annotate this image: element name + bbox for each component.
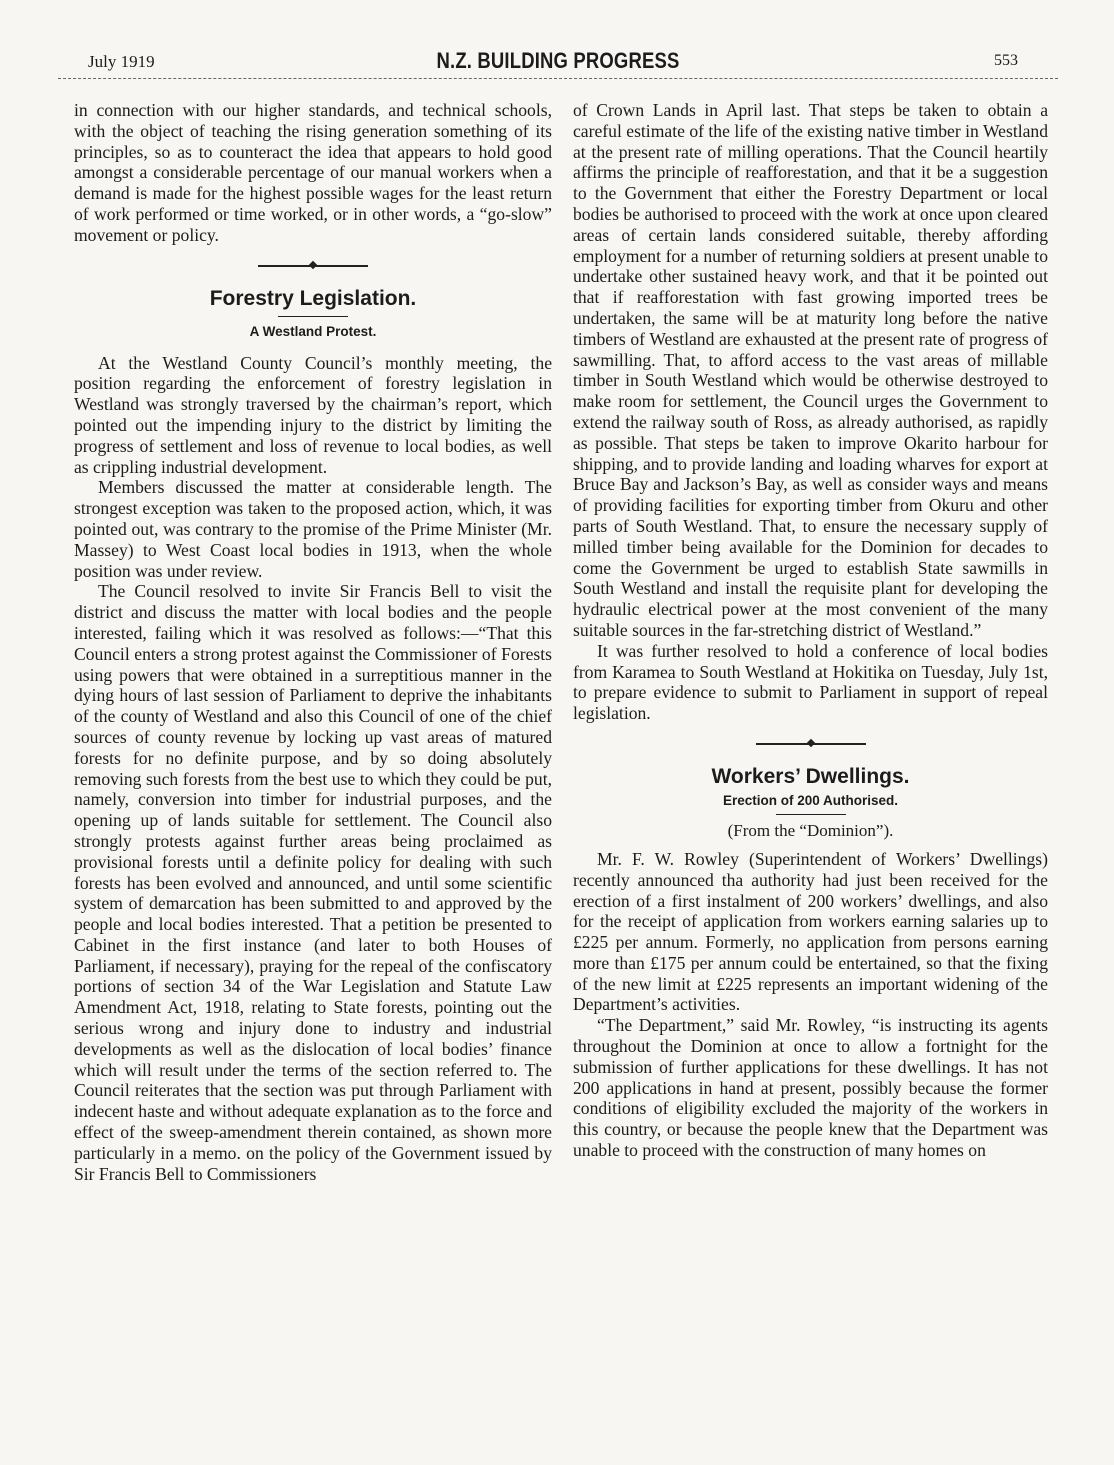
heading-rule [278,316,348,317]
workers-heading: Workers’ Dwellings. [711,764,910,788]
page-number: 553 [994,52,1018,69]
forestry-paragraph-1: At the Westland County Council’s monthly meeting, the position regarding the enforcement of forestry legislation in Westland was strongly traversed by the chairman’s report, which pointed out the impending injury to the district by limiting the progress of settlement and loss of revenue to local bodies, as well as crippling industrial development. [74,352,552,477]
workers-paragraph-2: “The Department,” said Mr. Rowley, “is instructing its agents throughout the Dominion at once to allow a fortnight for the submission of further applications for these dwellings. It has not 200 applications in hand at present, possibly because the former conditions of eligibility excluded the majority of the workers in this country, or because the people knew that the Department was unable to proceed with the construction of many homes on [573,1015,1048,1161]
heading-rule [776,814,846,815]
page-header [58,44,1058,79]
forestry-paragraph-2: Members discussed the matter at considerable length. The strongest exception was taken to the proposed action, which, it was pointed out, was contrary to the promise of the Prime Minister (Mr. Massey) to West Coast local bodies in 1913, when the whole position was under review. [74,477,552,581]
forestry-subheading: A Westland Protest. [249,323,377,339]
forestry-resolution-continued: of Crown Lands in April last. That steps be taken to obtain a careful estimate of the life of the existing native timber in Westland at the present rate of milling operations. That the Council heartily affirms the principle of reafforestation, and that it be a suggestion to the Government that either the Forestry Department or local bodies be authorised to proceed with the work at once upon cleared areas of certain lands considered suitable, thereby affording employment for a number of returning soldiers at present unable to undertake other sustained heavy work, and that it be pointed out that if reafforestation with fast growing imported trees be undertaken, the same will be at maturity long before the native timbers of Westland are exhausted at the present rate of progress of sawmilling. That, to afford access to the vast areas of millable timber in South Westland which would be otherwise destroyed to make room for settlement, the Council urges the Government to extend the railway south of Ross, as already authorised, as rapidly as possible. That steps be taken to improve Okarito harbour for shipping, and to provide landing and loading wharves for export at Bruce Bay and Jackson’s Bay, as well as consider ways and means of providing facilities for exporting timber from Okuru and other parts of South Westland. That, to ensure the necessary supply of milled timber being available for the Dominion for decades to come the Government be urged to establish State sawmills in South Westland and install the requisite plant for developing the hydraulic electrical power at the most convenient of the many suitable sources in the far-stretching district of Westland.” [573,100,1048,640]
left-column [74,100,552,1184]
section-divider [258,260,368,272]
workers-paragraph-1: Mr. F. W. Rowley (Superintendent of Workers’ Dwellings) recently announced tha authority had just been received for the erection of a first instalment of 200 workers’ dwellings, and also for the receipt of application from workers earning salaries up to £225 per annum. Formerly, no application from persons earning more than £175 per annum could be entertained, so that the fixing of the new limit at £225 represents an important widening of the Department’s activities. [573,848,1048,1015]
source-attribution: (From the “Dominion”). [727,820,894,840]
issue-date: July 1919 [88,52,155,71]
forestry-heading: Forestry Legislation. [209,286,417,310]
section-divider [756,738,866,750]
forestry-conference-paragraph: It was further resolved to hold a conference of local bodies from Karamea to South Westland at Hokitika on Tuesday, July 1st, to prepare evidence to submit to Parliament in support of repeal legislation. [573,640,1048,724]
forestry-paragraph-3: The Council resolved to invite Sir Francis Bell to visit the district and discuss the matter with local bodies and the people interested, failing which it was resolved as follows:—“That this Council enters a strong protest against the Commissioner of Forests using powers that were obtained in a surreptitious manner in the dying hours of last session of Parliament to deprive the inhabitants of the county of Westland and also this Council of one of the chief sources of county revenue by locking up vast areas of matured forests for no definite purpose, and by so doing absolutely removing such forests from the best use to which they could be put, namely, conversion into timber for industrial purposes, and the opening up of lands suitable for settlement. The Council also strongly protests against further areas being proclaimed as provisional forests until a definite policy for dealing with such forests has been evolved and announced, and until some scientific system of demarcation has been submitted to and approved by the people and local bodies interested. That a petition be presented to Cabinet in the first instance (and later to both Houses of Parliament, if necessary), praying for the repeal of the confiscatory portions of section 34 of the War Legislation and Statute Law Amendment Act, 1918, relating to State forests, pointing out the serious wrong and injury done to industry and industrial developments as well as the dislocation of local bodies’ finance which will result under the terms of the section referred to. The Council reiterates that the section was put through Parliament with indecent haste and without adequate explanation as to the force and effect of the sweep-amendment therein contained, as shown more particularly in a memo. on the policy of the Government issued by Sir Francis Bell to Commissioners [74,581,552,1184]
article-continuation: in connection with our higher standards, and technical schools, with the object of teaching the rising generation something of its principles, so as to counteract the idea that appears to hold good amongst a considerable percentage of our manual workers when a demand is made for the highest possible wages for the least return of work performed or time worked, or in other words, a “go-slow” movement or policy. [74,100,552,245]
right-column [573,100,1048,1161]
publication-title: N.Z. BUILDING PROGRESS [436,48,680,73]
workers-subheading: Erection of 200 Authorised. [722,792,899,808]
